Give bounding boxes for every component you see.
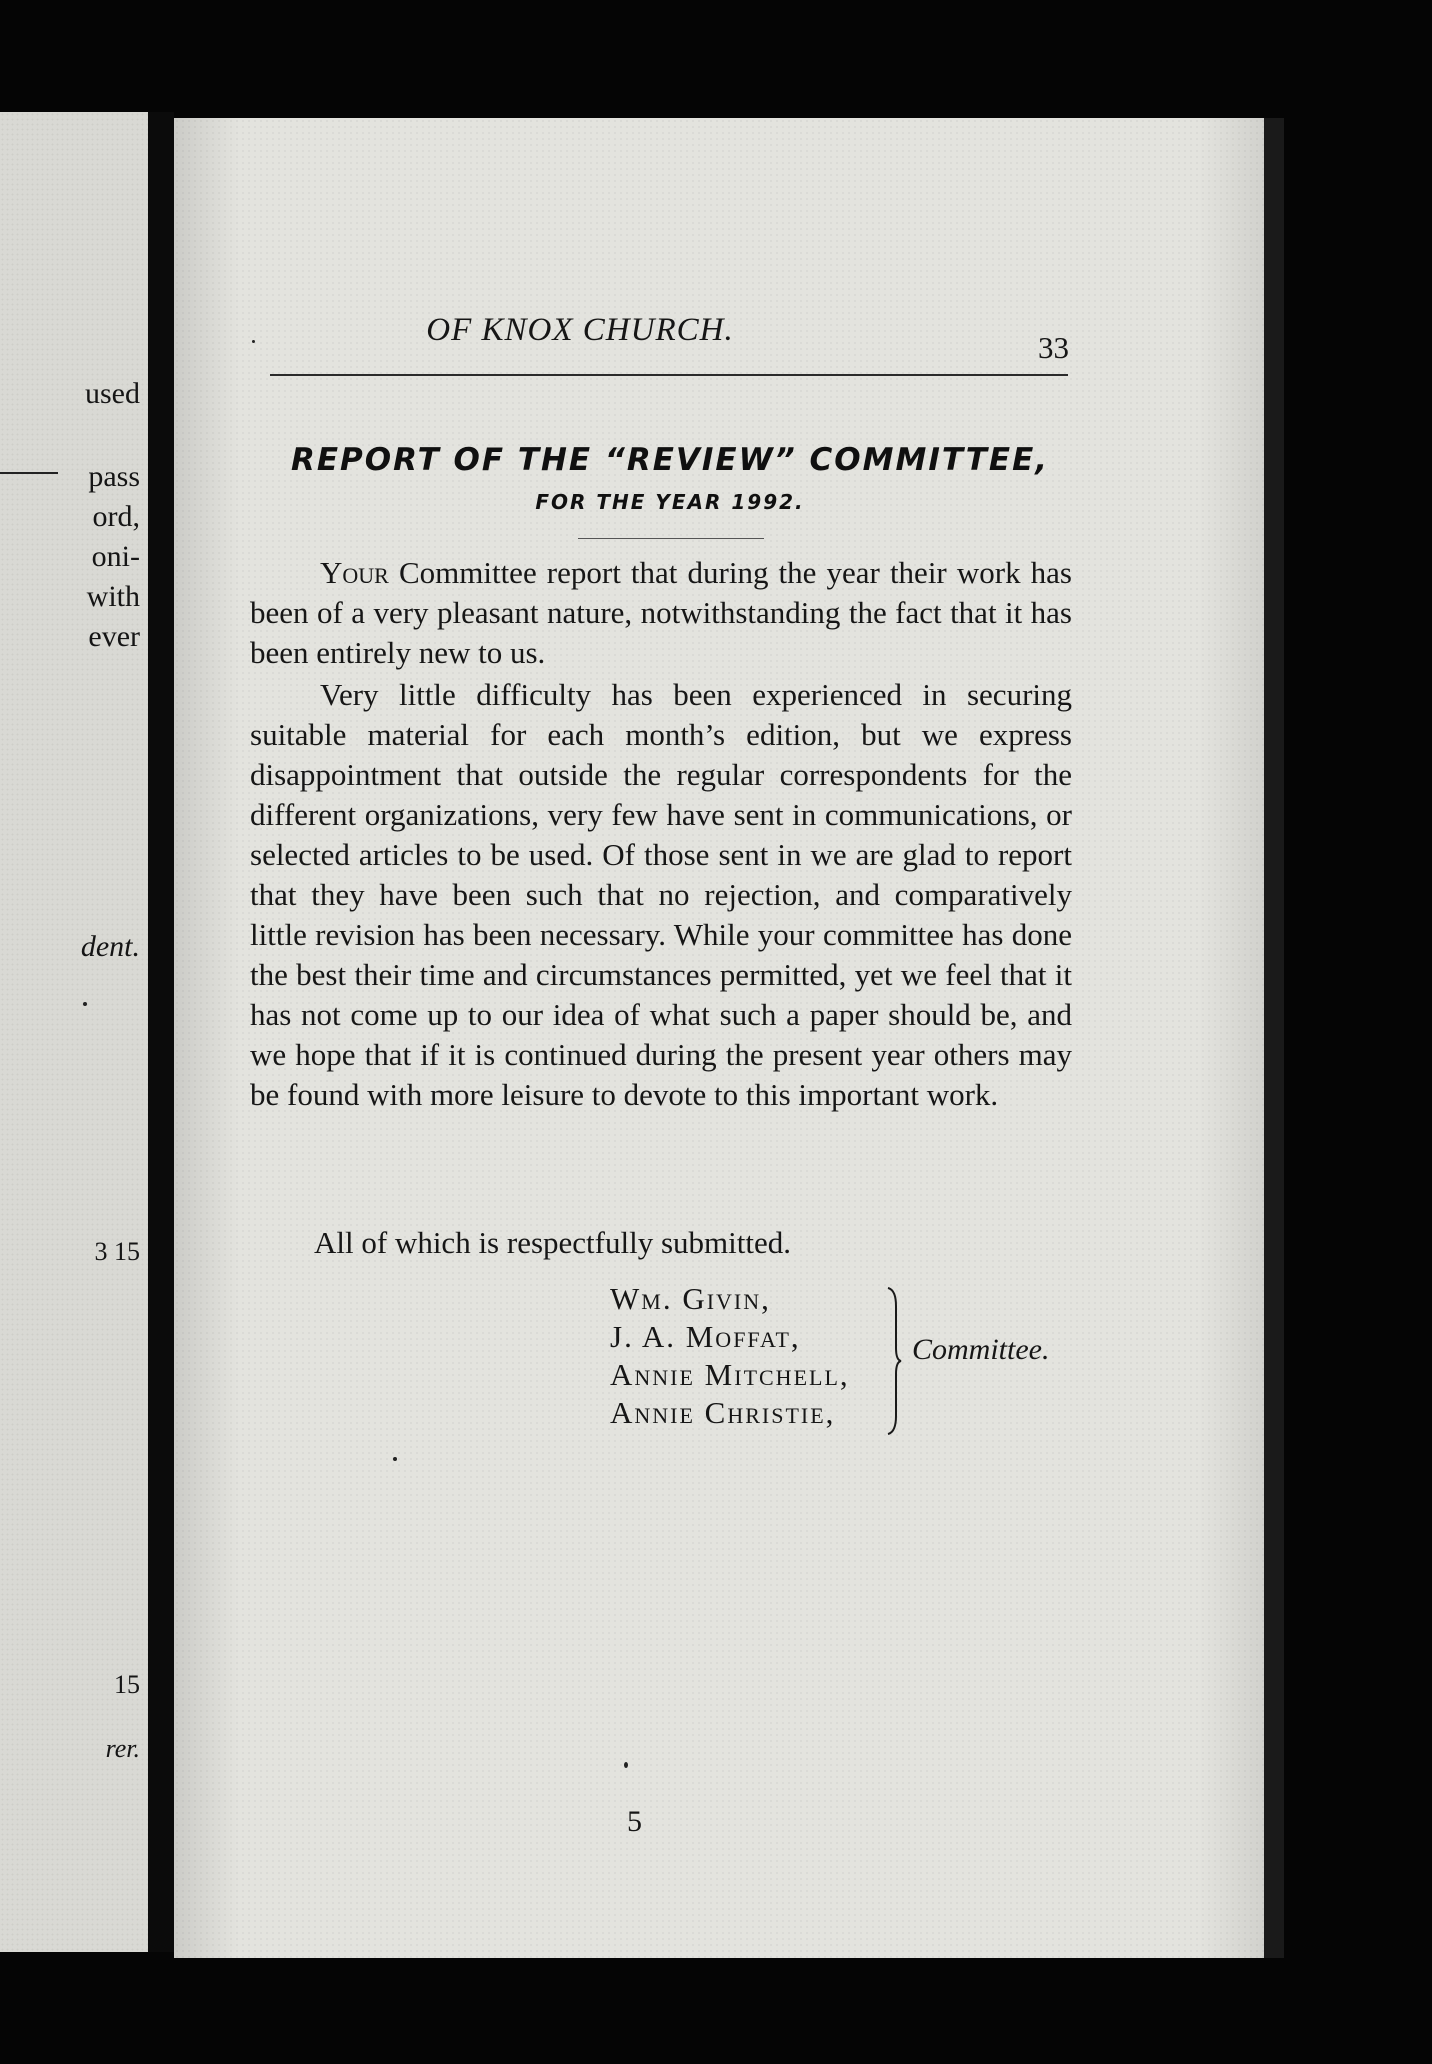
left-fragment: ord, <box>92 500 140 533</box>
left-fragment: dent. <box>80 930 140 963</box>
paragraph-1 <box>250 553 1072 673</box>
left-page-rule <box>0 472 58 474</box>
left-fragment: with <box>86 580 140 613</box>
left-fragment: ever <box>88 620 140 653</box>
header-rule <box>270 374 1068 376</box>
left-fragment: pass <box>88 460 140 493</box>
title-rule <box>578 538 764 539</box>
left-fragment: used <box>85 377 140 410</box>
report-subtitle: FOR THE YEAR 1992. <box>535 490 805 514</box>
print-speck <box>83 1002 87 1006</box>
running-head: OF KNOX CHURCH. <box>426 312 734 348</box>
left-fragment: oni- <box>91 540 140 573</box>
left-fragment: 3 15 <box>94 1237 140 1266</box>
signatory: Annie Christie, <box>610 1395 836 1430</box>
report-title: REPORT OF THE “REVIEW” COMMITTEE, <box>290 442 1050 478</box>
left-fragment: 15 <box>114 1670 140 1699</box>
left-fragment: rer. <box>105 1734 140 1763</box>
print-speck <box>624 1762 628 1768</box>
signatory: Annie Mitchell, <box>610 1357 850 1392</box>
paragraph-1-text: Committee report that during the year their work has been of a very pleasant nature, notwithstanding the fact that it has been entirely new to us. <box>250 555 1072 670</box>
closing-line: All of which is respectfully submitted. <box>314 1225 791 1260</box>
signatory: J. A. Moffat, <box>610 1319 801 1354</box>
book-spine <box>148 112 174 1952</box>
report-body <box>250 553 1072 1117</box>
left-page-fragment <box>0 112 148 1952</box>
signatory-list <box>610 1280 850 1432</box>
paragraph-1-lead: Your <box>320 555 389 590</box>
paragraph-2: Very little difficulty has been experienced in securing suitable material for each month’s edition, but we express disappointment that outside the regular correspondents for the different organizations, very few have sent in communications, or selected articles to be used. Of those sent in we are glad to report that they have been such that no rejection, and comparatively little revision has been necessary. While your committee has done the best their time and circumstances permitted, yet we feel that it has not come up to our idea of what such a paper should be, and we hope that if it is continued during the present year others may be found with more leisure to devote to this important work. <box>250 677 1072 1112</box>
page-edge-shadow <box>1264 118 1284 1958</box>
signature-mark: 5 <box>627 1805 642 1838</box>
print-speck <box>393 1457 397 1461</box>
committee-label: Committee. <box>912 1333 1050 1366</box>
signatory: Wm. Givin, <box>610 1281 771 1316</box>
right-brace-icon <box>886 1286 902 1436</box>
print-speck <box>252 340 255 343</box>
page-number: 33 <box>1038 330 1069 365</box>
